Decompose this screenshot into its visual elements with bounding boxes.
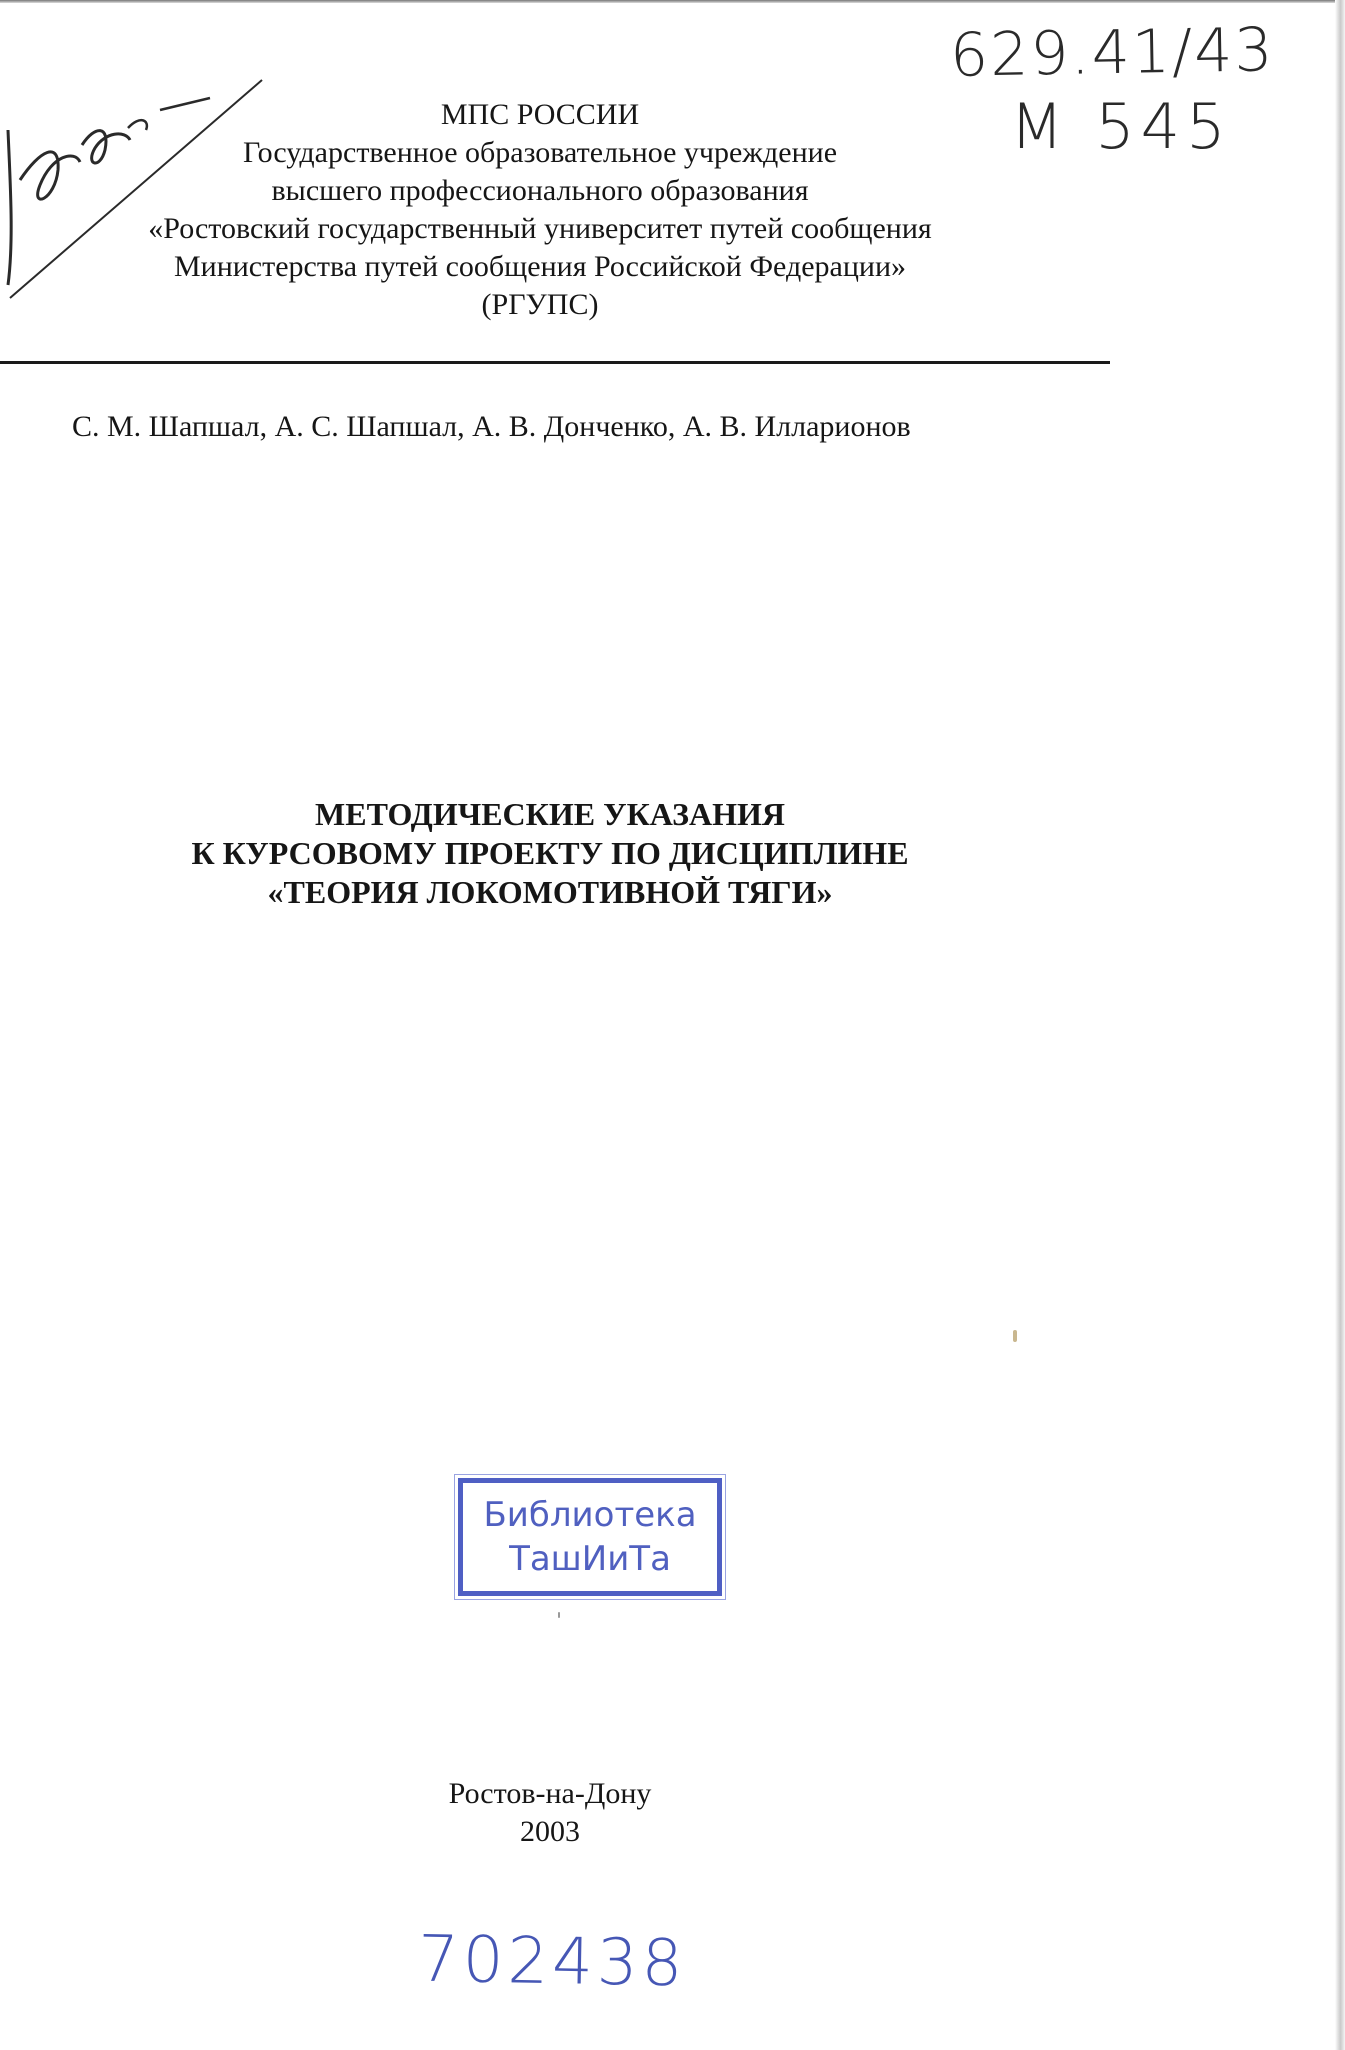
header-divider [0,361,1110,364]
title-line: К КУРСОВОМУ ПРОЕКТУ ПО ДИСЦИПЛИНЕ [191,835,909,871]
shelfmark-top: 629.41/43 [949,15,1276,91]
header-line: высшего профессионального образования [271,174,809,207]
inventory-number: 702438 [417,1922,687,2002]
stamp-line: ТашИиТа [509,1539,671,1579]
institution-header [80,96,1000,324]
header-line: (РГУПС) [481,288,599,321]
header-line: Министерства путей сообщения Российской Федерации» [173,250,907,283]
header-line: Государственное образовательное учреждение [242,136,838,169]
stamp-line: Библиотека [483,1495,697,1535]
publication-place: Ростов-на-Дону [448,1777,652,1810]
header-line: МПС РОССИИ [440,98,640,131]
paper-speck [558,1612,560,1618]
document-title [60,795,1040,912]
title-line: «ТЕОРИЯ ЛОКОМОТИВНОЙ ТЯГИ» [267,874,833,910]
shelfmark-bottom: М 545 [1010,90,1232,163]
library-stamp [458,1478,722,1596]
paper-speck [1013,1330,1017,1342]
header-line: «Ростовский государственный университет путей сообщения [148,212,932,245]
page-top-edge [0,0,1345,3]
title-line: МЕТОДИЧЕСКИЕ УКАЗАНИЯ [315,796,785,832]
page-right-edge [1335,0,1345,2050]
publication-year: 2003 [520,1815,580,1848]
authors-line: С. М. Шапшал, А. С. Шапшал, А. В. Донченко, А. В. Илларионов [72,410,911,443]
imprint [380,1775,720,1851]
